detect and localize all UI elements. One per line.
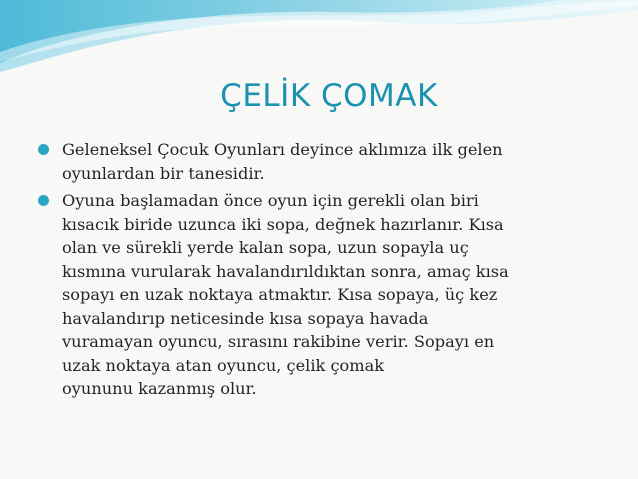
bullet-text: Geleneksel Çocuk Oyunları deyince aklımıza ilk gelen oyunlardan bir tanesidir.: [62, 140, 503, 183]
bullet-dot-icon: [38, 195, 49, 206]
bullet-list: [38, 138, 608, 405]
bullet-text: Oyuna başlamadan önce oyun için gerekli olan biri kısacık biride uzunca iki sopa, değnek hazırlanır. Kısa olan ve sürekli yerde kalan sopa, uzun sopayla uç kısmına vurularak havalandırıldıktan sonra, amaç kısa sopayı en uzak noktaya atmaktır. Kısa sopaya, üç kez havalandırıp neticesinde kısa sopaya havada vuramayan oyuncu, sırasını rakibine verir. Sopayı en uzak noktaya atan oyuncu, çelik çomak oyununu kazanmış olur.: [62, 191, 509, 398]
bullet-item: [38, 138, 608, 185]
slide-title: ÇELİK ÇOMAK: [220, 78, 438, 114]
header-wave-decoration: [0, 0, 638, 80]
bullet-dot-icon: [38, 144, 49, 155]
bullet-item: [38, 189, 608, 401]
